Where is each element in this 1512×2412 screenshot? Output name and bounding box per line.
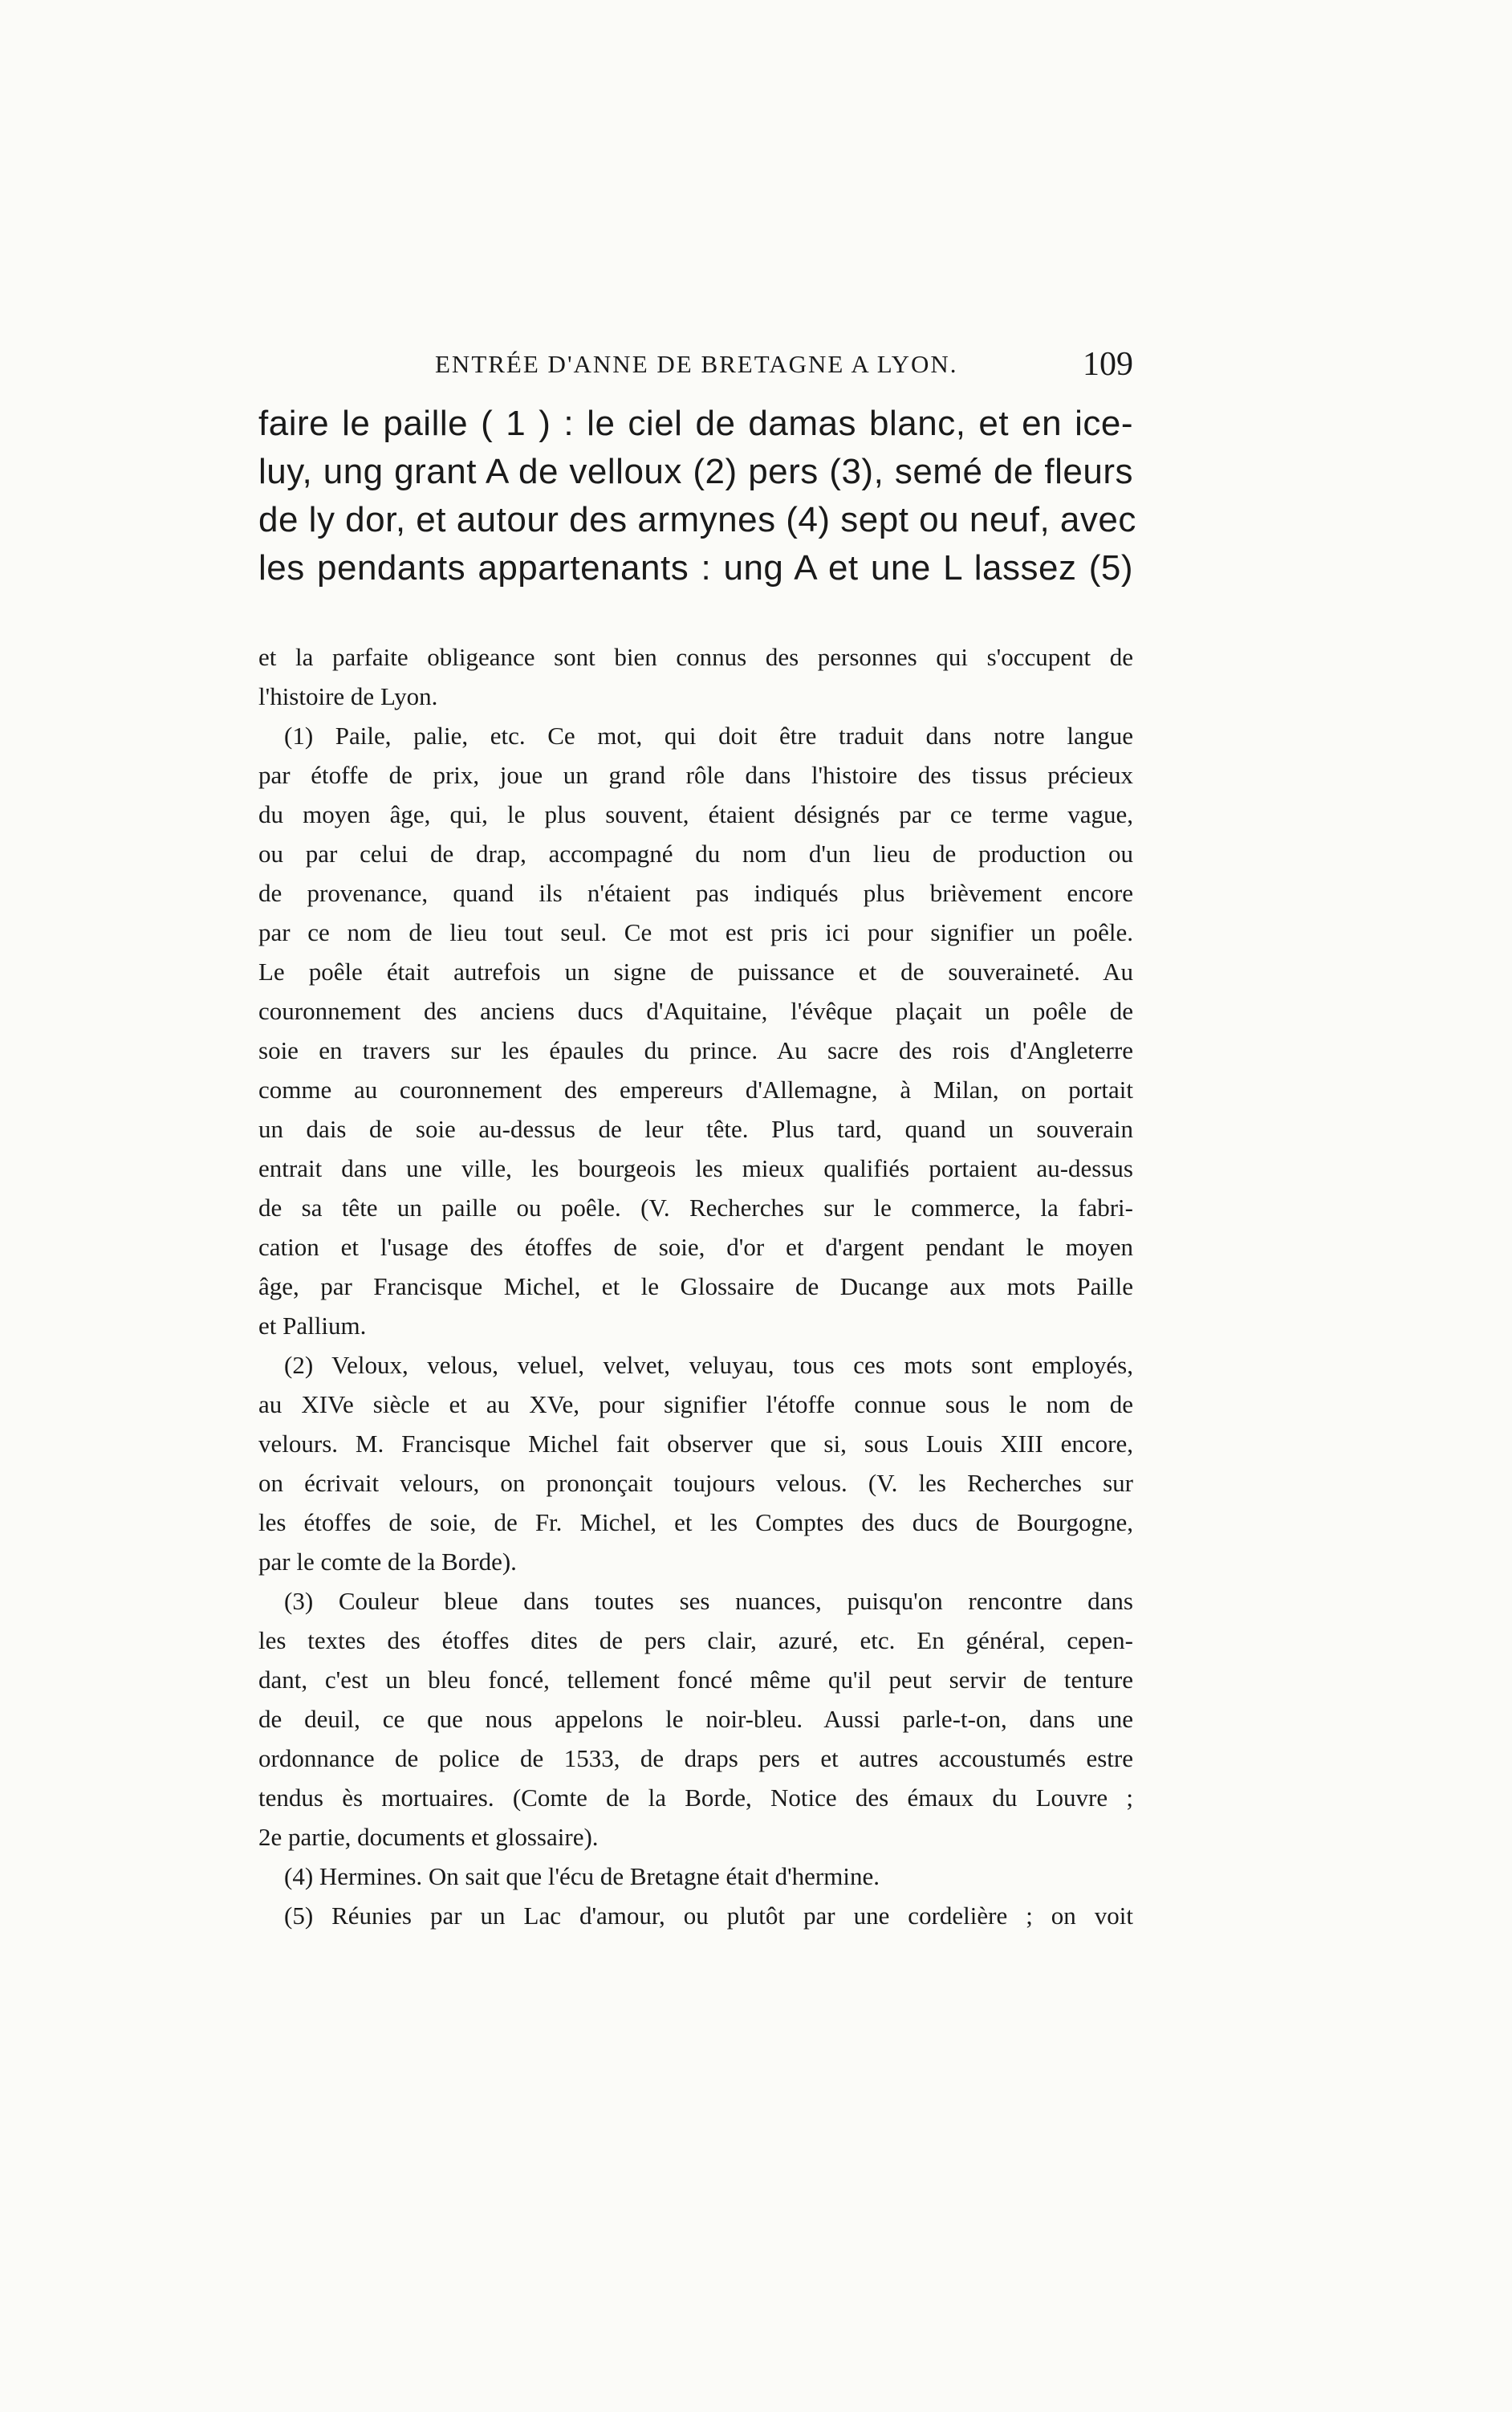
footnote-line: Le poêle était autrefois un signe de puissance et de souveraineté. Au [258, 958, 1133, 986]
running-head [258, 345, 1133, 393]
footnote-line: ou par celui de drap, accompagné du nom d'un lieu de production ou [258, 840, 1133, 868]
footnote-line: et Pallium. [258, 1312, 367, 1340]
footnote-line: comme au couronnement des empereurs d'Allemagne, à Milan, on portait [258, 1076, 1133, 1104]
footnote-line: de deuil, ce que nous appelons le noir-bleu. Aussi parle-t-on, dans une [258, 1705, 1133, 1733]
footnote-line: (5) Réunies par un Lac d'amour, ou plutôt par une cordelière ; on voit [284, 1902, 1133, 1930]
footnote-line: du moyen âge, qui, le plus souvent, étaient désignés par ce terme vague, [258, 800, 1133, 828]
footnote-line: 2e partie, documents et glossaire). [258, 1823, 599, 1851]
footnote-line: de sa tête un paille ou poêle. (V. Recherches sur le commerce, la fabri- [258, 1194, 1133, 1222]
footnote-line: au XIVe siècle et au XVe, pour signifier l'étoffe connue sous le nom de [258, 1390, 1133, 1418]
footnote-line: soie en travers sur les épaules du prince. Au sacre des rois d'Angleterre [258, 1036, 1133, 1064]
main-text-line: les pendants appartenants : ung A et une L lassez (5) [258, 548, 1133, 588]
footnote-line: dant, c'est un bleu foncé, tellement foncé même qu'il peut servir de tenture [258, 1666, 1133, 1694]
footnote-line: tendus ès mortuaires. (Comte de la Borde, Notice des émaux du Louvre ; [258, 1784, 1133, 1812]
footnote-line: un dais de soie au-dessus de leur tête. Plus tard, quand un souverain [258, 1115, 1133, 1143]
footnote-line: et la parfaite obligeance sont bien connus des personnes qui s'occupent de [258, 643, 1133, 671]
running-title: ENTRÉE D'ANNE DE BRETAGNE A LYON. [435, 350, 958, 378]
footnote-line: par ce nom de lieu tout seul. Ce mot est pris ici pour signifier un poêle. [258, 918, 1133, 946]
footnote-line: entrait dans une ville, les bourgeois les mieux qualifiés portaient au-dessus [258, 1154, 1133, 1182]
footnote-line: cation et l'usage des étoffes de soie, d'or et d'argent pendant le moyen [258, 1233, 1133, 1261]
footnote-line: de provenance, quand ils n'étaient pas indiqués plus brièvement encore [258, 879, 1133, 907]
footnote-line: par étoffe de prix, joue un grand rôle dans l'histoire des tissus précieux [258, 761, 1133, 789]
footnote-line: âge, par Francisque Michel, et le Glossaire de Ducange aux mots Paille [258, 1272, 1133, 1300]
footnote-line: on écrivait velours, on prononçait toujours velous. (V. les Recherches sur [258, 1469, 1133, 1497]
footnote-line: par le comte de la Borde). [258, 1548, 517, 1576]
footnote-4 [258, 1857, 1133, 1896]
book-page [258, 345, 1136, 1935]
footnote-line: velours. M. Francisque Michel fait observer que si, sous Louis XIII encore, [258, 1430, 1133, 1458]
footnote-continuation [258, 637, 1133, 716]
main-text-line: faire le paille ( 1 ) : le ciel de damas blanc, et en ice- [258, 404, 1133, 443]
main-text-line: luy, ung grant A de velloux (2) pers (3), semé de fleurs [258, 452, 1133, 491]
footnote-line: couronnement des anciens ducs d'Aquitaine, l'évêque plaçait un poêle de [258, 997, 1133, 1025]
footnote-line: l'histoire de Lyon. [258, 682, 438, 710]
footnote-3 [258, 1581, 1133, 1857]
footnote-2 [258, 1345, 1133, 1581]
footnote-5 [258, 1896, 1133, 1935]
footnote-line: les textes des étoffes dites de pers clair, azuré, etc. En général, cepen- [258, 1626, 1133, 1654]
footnote-1 [258, 716, 1133, 1345]
footnote-line: ordonnance de police de 1533, de draps pers et autres accoustumés estre [258, 1744, 1133, 1772]
footnote-line: (2) Veloux, velous, veluel, velvet, veluyau, tous ces mots sont employés, [284, 1351, 1133, 1379]
footnote-line: (3) Couleur bleue dans toutes ses nuances, puisqu'on rencontre dans [284, 1587, 1133, 1615]
page-number: 109 [1083, 346, 1133, 383]
main-text-line: de ly dor, et autour des armynes (4) sept ou neuf, avec [258, 500, 1136, 539]
main-text [258, 400, 1136, 592]
footnote-line: les étoffes de soie, de Fr. Michel, et les Comptes des ducs de Bourgogne, [258, 1508, 1133, 1536]
footnote-line: (4) Hermines. On sait que l'écu de Bretagne était d'hermine. [284, 1862, 880, 1890]
footnotes [258, 637, 1133, 1935]
footnote-line: (1) Paile, palie, etc. Ce mot, qui doit être traduit dans notre langue [284, 722, 1133, 750]
